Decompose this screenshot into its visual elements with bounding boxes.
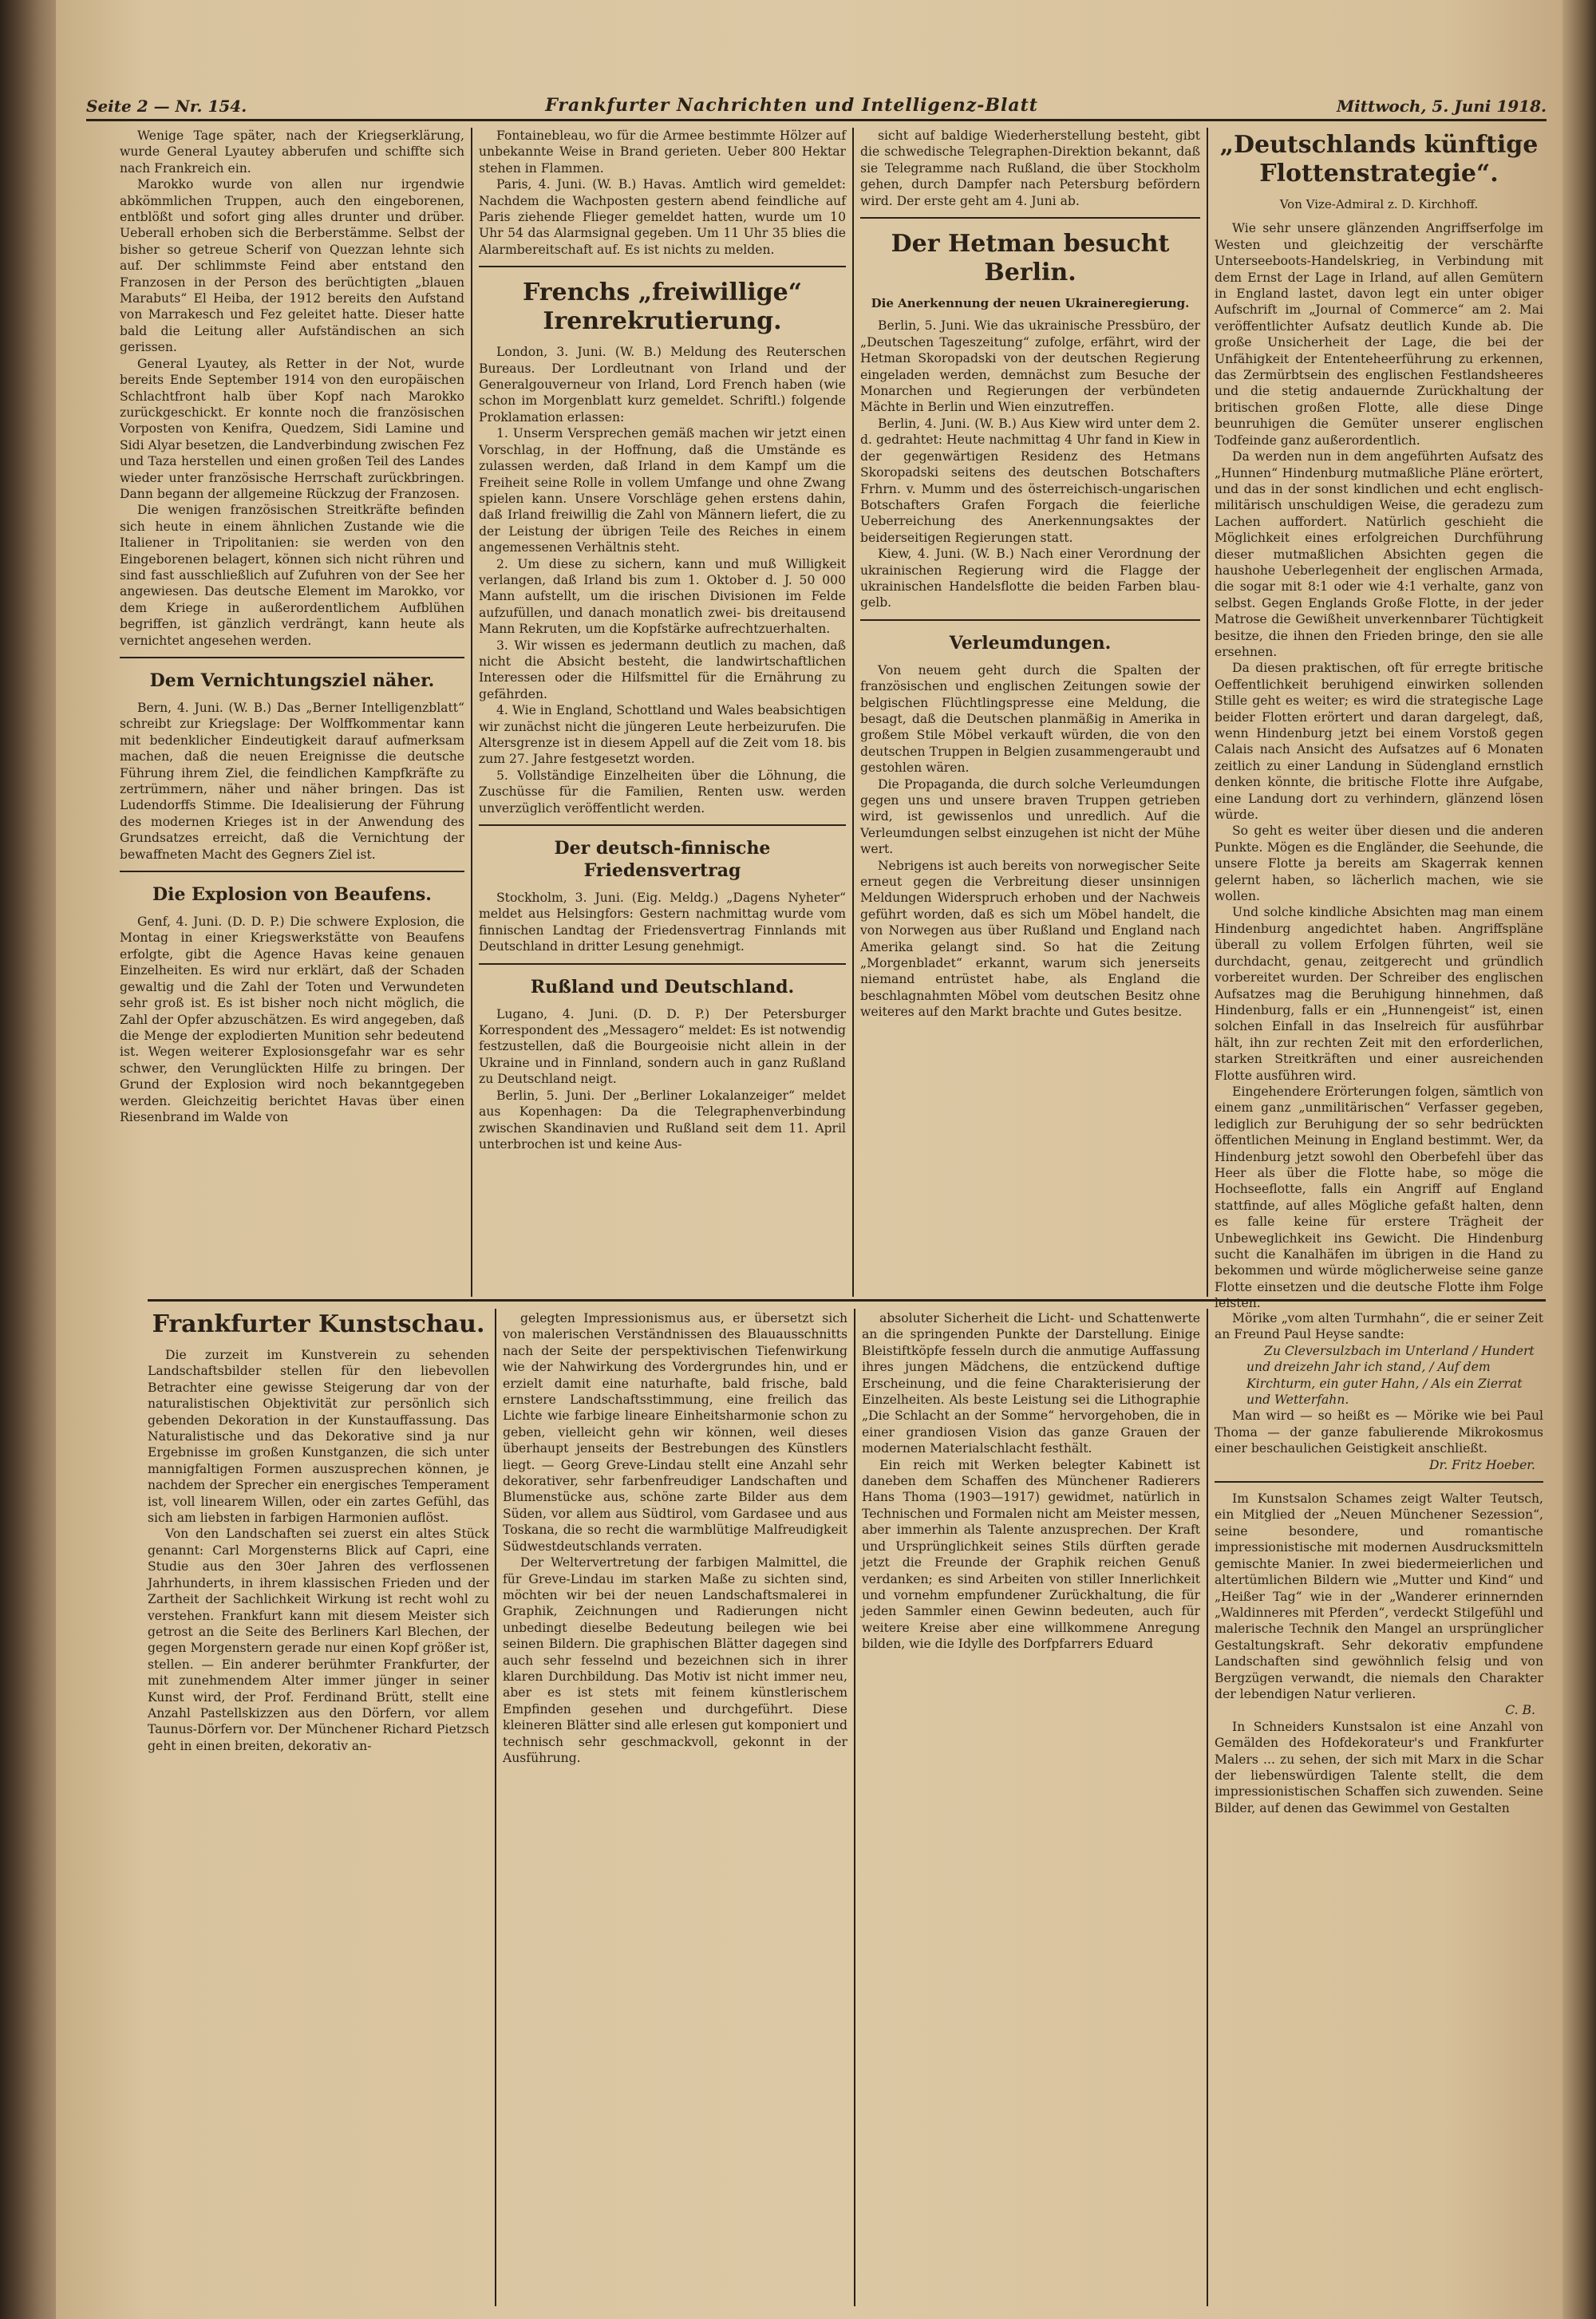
article-paragraph: gelegten Impressionismus aus, er übersetzt sich von malerischen Verständnissen des Blauausschnitts nach der Seite der perspektivischen Tiefenwirkung wie der Nahwirkung des Vordergrundes hin, und er erzielt damit eine naturhafte, bald frische, bald ernstere Landschaftsstimmung, eine freilich das Lichte wie farbige lineare Einheitsharmonie schon zu geben, vielleicht gehn wir können, weil dieses überhaupt jenseits der Bestrebungen des Künstlers liegt. — Georg Greve-Lindau stellt eine Anzahl sehr dekorativer, sehr farbenfreudiger Landschaften und Blumenstücke aus, schöne zarte Bilder aus dem Süden, vor allem aus Südtirol, vom Gardasee und aus Toskana, die so recht die warmblütige Malfreudigkeit Südwestdeutschlands verraten. [503, 1311, 847, 1554]
article-paragraph: Der Weltervertretung der farbigen Malmittel, die für Greve-Lindau im starken Maße zu sichten sind, möchten wir bei der neuen Landschaftsmalerei in Graphik, Zeichnungen und Radierungen nicht unbedingt dieselbe Bedeutung beilegen wie bei seinen Bildern. Die graphischen Blätter dagegen sind auch sehr fesselnd und bezeichnen sich in ihrer klaren Durchbildung. Das Motiv ist nicht immer neu, aber es ist stets mit feinem künstlerischem Empfinden gesehen und durchgeführt. Diese kleineren Blätter sind alle erlesen gut komponiert und technisch sehr geschmackvoll, gekonnt in der Ausführung. [503, 1555, 847, 1765]
section-rule [860, 619, 1200, 621]
column-divider [495, 1309, 496, 2306]
feuilleton-column-4 [1215, 1310, 1543, 2308]
article-paragraph: Von den Landschaften sei zuerst ein altes Stück genannt: Carl Morgensterns Blick auf Capri, eine Studie aus den 30er Jahren des verflossenen Jahrhunderts, in ihrem klassischen Frieden und der Zartheit der Sachlichkeit Wirkung ist recht wohl zu verstehen. Frankfurt kann mit diesem Meister sich getrost an die Seite des Berliners Karl Blechen, der gegen Morgenstern gerade nur einen Kopf größer ist, stellen. — Ein anderer berühmter Frankfurter, der mit zunehmendem Alter immer jünger in seiner Kunst wird, der Prof. Ferdinand Brütt, stellt eine Anzahl Pastellskizzen aus den Dörfern, vor allem Taunus-Dörfern vor. Der Münchener Richard Pietzsch geht in einen breiten, dekorativ an- [148, 1527, 489, 1753]
issue-date: Mittwoch, 5. Juni 1918. [1336, 97, 1547, 116]
column-divider [852, 128, 854, 1297]
article-paragraph: 3. Wir wissen es jedermann deutlich zu machen, daß nicht die Absicht besteht, die landwirtschaftlichen Interessen oder die Hilfsmittel für die Ernährung zu gefährden. [479, 638, 846, 701]
article-paragraph: Da werden nun in dem angeführten Aufsatz des „Hunnen“ Hindenburg mutmaßliche Pläne erörtert, und das in der sonst kindlichen und echt englisch-militärisch unschuldigen Weise, die geradezu zum Lachen auffordert. Natürlich geschieht die Möglichkeit eines erfolgreichen Durchführung dieser mutmaßlichen Absichten gegen die haushohe Ueberlegenheit der englischen Armada, die sogar mit 8:1 oder wie 4:1 verhalte, ganz von selbst. Gegen Englands Große Flotte, in der jeder Matrose die Gewißheit unverkennbarer Tüchtigkeit besitze, die ihnen den Frieden bringe, den sie alle ersehnen. [1215, 449, 1543, 659]
column-divider [471, 128, 472, 1297]
column-2 [479, 128, 846, 1293]
article-paragraph: Und solche kindliche Absichten mag man einem Hindenburg angedichtet haben. Angriffspläne überall zu vollem Erfolgen führten, weil sie durchdacht, genau, zeitgerecht und gründlich vorbereitet wurden. Der Schreiber des englischen Aufsatzes mag die Beruhigung hinnehmen, daß Hindenburg, falls er ein „Hunnengeist“ ist, einen solchen Einfall in das Inselreich für ausführbar hält, ihn zur rechten Zeit mit den erforderlichen, starken Streitkräften und einer ausreichenden Flotte ausführen wird. [1215, 905, 1543, 1083]
article-paragraph: Die Propaganda, die durch solche Verleumdungen gegen uns und unsere braven Truppen getrieben wird, ist gewissenlos und unredlich. Auf die Verleumdungen selbst einzugehen ist nicht der Mühe wert. [860, 776, 1200, 857]
feuilleton-column-3 [862, 1310, 1200, 2308]
section-rule [860, 217, 1200, 219]
headline-frenchs-irenrekrutierung: Frenchs „freiwillige“ Irenrekrutierung. [522, 279, 803, 336]
headline-vernichtungsziel: Dem Vernichtungsziel näher. [149, 670, 435, 691]
article-paragraph: Kiew, 4. Juni. (W. B.) Nach einer Verordnung der ukrainischen Regierung wird die Flagge der ukrainischen Handelsflotte die beiden Farben blau-gelb. [860, 547, 1200, 610]
feuilleton-column-2 [503, 1310, 847, 2308]
newspaper-title: Frankfurter Nachrichten und Intelligenz-Blatt [545, 95, 1038, 116]
article-paragraph: Bern, 4. Juni. (W. B.) Das „Berner Intelligenzblatt“ schreibt zur Kriegslage: Der Wolffkommentar kann mit bedenklicher Eindeutigkeit darauf aufmerksam machen, daß die neuen Ereignisse die deutsche Führung ihrem Ziel, die feindlichen Kampfkräfte zu zertrümmern, näher und näher bringen. Das ist Ludendorffs Stimme. Die Idealisierung der Führung des modernen Krieges ist in der Anwendung des Grundsatzes erreicht, daß die Vernichtung der bewaffneten Macht des Gegners Ziel ist. [120, 701, 464, 862]
article-paragraph: Stockholm, 3. Juni. (Eig. Meldg.) „Dagens Nyheter“ meldet aus Helsingfors: Gestern nachmittag wurde vom finnischen Landtag der Friedensvertrag Finnlands mit Deutschland in dritter Lesung genehmigt. [479, 891, 846, 954]
headline-verleumdungen: Verleumdungen. [949, 632, 1112, 654]
subheadline-ukraine: Die Anerkennung der neuen Ukraineregierung. [871, 296, 1190, 311]
article-paragraph: Berlin, 5. Juni. Wie das ukrainische Pressbüro, der „Deutschen Tageszeitung“ zufolge, erfährt, wird der Hetman Skoropadski von der deutschen Regierung eingeladen werden, demnächst zum Besuche der Monarchen und Regierungen der verbündeten Mächte in Berlin und Wien einzutreffen. [860, 318, 1200, 415]
article-paragraph: absoluter Sicherheit die Licht- und Schattenwerte an die springenden Punkte der Darstellung. Einige Bleistiftköpfe fesseln durch die anmutige Auffassung ihres jungen Mädchens, die entzückend duftige Erscheinung, und die feine Charakterisierung der Einzelheiten. Als beste Leistung sei die Lithographie „Die Schlacht an der Somme“ hervorgehoben, die in einer grandiosen Vision das ganze Grauen der modernen Materialschlacht festhält. [862, 1311, 1200, 1456]
column-divider [854, 1309, 855, 2306]
article-paragraph: General Lyautey, als Retter in der Not, wurde bereits Ende September 1914 von den europäischen Schlachtfront halb über Kopf nach Marokko zurückgeschickt. Er konnte noch die französischen Vorposten von Kenifra, Quedzem, Sidi Lamine und Sidi Alyar besetzen, die Landverbindung zwischen Fez und Taza herstellen und einen großen Teil des Landes wieder unter französische Herrschaft zurückbringen. Dann begann der allgemeine Rückzug der Franzosen. [120, 356, 464, 501]
article-paragraph: Wie sehr unsere glänzenden Angriffserfolge im Westen und gleichzeitig der verschärfte Unterseeboots-Handelskrieg, in Verbindung mit dem Ernst der Lage in Irland, auf allen Gemütern in England lastet, davon legt ein unter obiger Aufschrift im „Journal of Commerce“ am 2. Mai veröffentlichter Aufsatz deutlich Kunde ab. Die große Unsicherheit der Lage, die bei der Unfähigkeit der Ententeheerführung zu erkennen, das Zermürbtsein des englischen Festlandsheeres und die stetig andauernde Zurückhaltung der britischen großen Flotte, alle diese Dinge beunruhigen die Gemüter unserer englischen Todfeinde ganz außerordentlich. [1215, 221, 1543, 448]
article-paragraph: Genf, 4. Juni. (D. D. P.) Die schwere Explosion, die Montag in einer Kriegswerkstätte von Beaufens erfolgte, gibt die Agence Havas keine genauen Einzelheiten. Es wird nur erklärt, daß der Schaden gewaltig und die Zahl der Toten und Verwundeten sehr groß ist. Es ist bisher noch nicht möglich, die Zahl der Opfer abzuschätzen. Es wird angegeben, daß die Menge der explodierten Munition sehr bedeutend ist. Wegen weiterer Explosionsgefahr war es sehr schwer, den Verunglückten Hilfe zu bringen. Der Grund der Explosion wird noch bekanntgegeben werden. Gleichzeitig berichtet Havas über einen Riesenbrand im Walde von [120, 915, 464, 1124]
article-paragraph: Berlin, 4. Juni. (W. B.) Aus Kiew wird unter dem 2. d. gedrahtet: Heute nachmittag 4 Uhr fand in Kiew in der gegenwärtigen Residenz des Hetmans Skoropadski seitens des deutschen Botschafters Frhrn. v. Mumm und des österreichisch-ungarischen Botschafters Grafen Forgach die feierliche Ueberreichung des Anerkennungsaktes der beiderseitigen Regierungen statt. [860, 416, 1200, 545]
article-paragraph: Eingehendere Erörterungen folgen, sämtlich von einem ganz „unmilitärischen“ Verfasser gegeben, lediglich zur Beruhigung der so sehr bedrückten öffentlichen Meinung in England bestimmt. Wer, da Hindenburg jetzt sowohl den Oberbefehl über das Heer als über die Flotte habe, so möge die Hochseeflotte, falls ein Angriff auf England stattfinde, auf alles Mögliche gefaßt halten, denn es falle keine für erstere Trägheit der Unbeweglichkeit ins Gewicht. Die Hindenburg sucht die Kanalhäfen im übrigen in die Hand zu bekommen und würde möglicherweise seine ganze Flotte einsetzen und die deutsche Flotte ihm Folge leisten. [1215, 1084, 1543, 1311]
section-rule [120, 871, 464, 872]
column-4 [1215, 128, 1543, 1311]
column-1 [120, 128, 464, 1293]
poem-verse: Zu Cleversulzbach im Unterland / Hundert und dreizehn Jahr ich stand, / Auf dem Kirchturm, ein guter Hahn, / Als ein Zierrat und Wetterfahn. [1246, 1343, 1535, 1408]
column-divider [1207, 128, 1208, 1297]
article-paragraph: So geht es weiter über diesen und die anderen Punkte. Mögen es die Engländer, die Seehunde, die unsere Flotte ja bereits am Skagerrak kennen gelernt haben, so lächerlich machen, wie sie wollen. [1215, 824, 1543, 904]
article-paragraph: In Schneiders Kunstsalon ist eine Anzahl von Gemälden des Hofdekorateur's und Frankfurter Malers ... zu sehen, der sich mit Marx in die Schar der liebenswürdigen Talente stellt, die dem impressionistischen Schaffen sich zuwenden. Seine Bilder, auf denen das Gewimmel von Gestalten [1215, 1719, 1543, 1815]
article-paragraph: 1. Unserm Versprechen gemäß machen wir jetzt einen Vorschlag, in der Hoffnung, daß die Umstände es zulassen werden, daß Irland in dem Kampf um die Freiheit seine Rolle in vollem Umfange und ohne Zwang spielen kann. Unsere Vorschläge gehen erstens dahin, daß Irland freiwillig die Zahl von Männern liefert, die zu der Leistung der übrigen Teile des Reiches in einem angemessenen Verhältnis steht. [479, 426, 846, 555]
headline-friedensvertrag: Der deutsch-finnische Friedensvertrag [554, 838, 771, 882]
section-rule [1215, 1481, 1543, 1483]
section-rule [120, 657, 464, 658]
section-rule [479, 266, 846, 267]
feuilleton-column-1 [148, 1310, 489, 2308]
column-divider [1207, 1309, 1208, 2306]
page-number: Seite 2 — Nr. 154. [86, 97, 247, 116]
article-paragraph: Von neuem geht durch die Spalten der französischen und englischen Zeitungen sowie der belgischen Flüchtlingspresse eine Meldung, die besagt, daß die Deutschen planmäßig in Amerika in großem Stile Möbel verkauft würden, die von den deutschen Truppen in Belgien zusammengeraubt und gestohlen wären. [860, 662, 1200, 776]
article-paragraph: Fontainebleau, wo für die Armee bestimmte Hölzer auf unbekannte Weise in Brand gerieten. Ueber 800 Hektar stehen in Flammen. [479, 128, 846, 176]
article-paragraph: Berlin, 5. Juni. Der „Berliner Lokalanzeiger“ meldet aus Kopenhagen: Da die Telegraphenverbindung zwischen Skandinavien und Rußland seit dem 11. April unterbrochen ist und keine Aus- [479, 1088, 846, 1152]
column-3 [860, 128, 1200, 1293]
article-paragraph: 2. Um diese zu sichern, kann und muß Willigkeit verlangen, daß Irland bis zum 1. Oktober d. J. 50 000 Mann aufstellt, um die irischen Divisionen im Felde aufzufüllen, und danach monatlich zwei- bis dreitausend Mann Rekruten, um die Kopfstärke aufrechtzuerhalten. [479, 556, 846, 637]
article-paragraph: Paris, 4. Juni. (W. B.) Havas. Amtlich wird gemeldet: Nachdem die Wachposten gestern abend feindliche auf Paris ziehende Flieger gemeldet hatten, wurde um 10 Uhr 54 das Alarmsignal gegeben. Um 11 Uhr 35 blies die Alarmbereitschaft auf. Es ist nichts zu melden. [479, 177, 846, 257]
masthead [86, 85, 1547, 121]
headline-explosion: Die Explosion von Beaufens. [152, 884, 432, 906]
article-paragraph: Ein reich mit Werken belegter Kabinett ist daneben dem Schaffen des Münchener Radierers Hans Thoma (1903—1917) gewidmet, natürlich in Technischen und Formalen nicht am Meister messen, aber immerhin als Talente anzusprechen. Der Kraft und Ursprünglichkeit seines Stils dürften gerade jetzt die Freunde der Graphik reichen Genuß verdanken; es sind Arbeiten von stiller Innerlichkeit und vornehm empfundener Zurückhaltung, die für jeden Sammler einen Gewinn bedeuten, auch für weitere Kreise aber eine willkommene Anregung bilden, wie die Idylle des Dorfpfarrers Eduard [862, 1457, 1200, 1652]
article-paragraph: Wenige Tage später, nach der Kriegserklärung, wurde General Lyautey abberufen und schiffte sich nach Frankreich ein. [120, 128, 464, 176]
article-paragraph: 5. Vollständige Einzelheiten über die Löhnung, die Zuschüsse für die Familien, Renten usw. werden unverzüglich veröffentlicht werden. [479, 768, 846, 816]
article-paragraph: sicht auf baldige Wiederherstellung besteht, gibt die schwedische Telegraphen-Direktion bekannt, daß sie Telegramme nach Rußland, die über Stockholm gehen, durch Dampfer nach Petersburg befördern wird. Der erste geht am 4. Juni ab. [860, 128, 1200, 208]
article-paragraph: Im Kunstsalon Schames zeigt Walter Teutsch, ein Mitglied der „Neuen Münchener Sezession“, seine besondere, und romantische impressionistische mit modernen Ausdrucksmitteln gemischte Manier. In zwei biedermeierlichen und altertümlichen Bildern wie „Mutter und Kind“ und „Heißer Tag“ wie in der „Wanderer erinnernden „Waldinneres mit Pferden“, verdeckt Stilgefühl und malerische Technik den Mangel an ursprünglicher Gestaltungskraft. Sehr dekorativ empfundene Landschaften sind gewöhnlich felsig und von Bergzügen verwandt, die niemals den Charakter der lebendigen Natur verlieren. [1215, 1491, 1543, 1701]
article-paragraph: Lugano, 4. Juni. (D. D. P.) Der Petersburger Korrespondent des „Messagero“ meldet: Es ist notwendig festzustellen, daß die Bourgeoisie nicht allein in der Ukraine und in Finnland, sondern auch in ganz Rußland zu Deutschland neigt. [479, 1006, 846, 1087]
author-signature: Dr. Fritz Hoeber. [1429, 1457, 1535, 1472]
headline-kunstschau: Frankfurter Kunstschau. [152, 1310, 485, 1338]
article-paragraph: Mörike „vom alten Turmhahn“, die er seiner Zeit an Freund Paul Heyse sandte: [1215, 1311, 1543, 1342]
headline-russland-deutschland: Rußland und Deutschland. [530, 976, 795, 998]
section-rule [479, 824, 846, 826]
author-initials: C. B. [1505, 1703, 1535, 1718]
headline-hetman-berlin: Der Hetman besucht Berlin. [891, 230, 1170, 287]
section-rule [479, 963, 846, 965]
article-paragraph: Nebrigens ist auch bereits von norwegischer Seite erneut gegen die Verbreitung dieser unsinnigen Meldungen Widerspruch erhoben und der Nachweis geführt worden, daß es sich um Möbel handelt, die von Norwegen aus über Rußland und England nach Amerika gelangt sind. So hat die Zeitung „Morgenbladet“ erkannt, warum sich jenerseits niemand entrüstet habe, als England die beschlagnahmten Möbel vom deutschen Besitz ohne weiteres auf den Markt brachte und Gutes besitze. [860, 858, 1200, 1020]
article-paragraph: Die zurzeit im Kunstverein zu sehenden Landschaftsbilder stellen für den liebevollen Betrachter eine gewisse Steigerung dar von der naturalistischen Objektivität zur persönlich sich gebenden Dekoration in der Kunstauffassung. Das Naturalistische und das Dekorative sind ja nur Ergebnisse im großen Kunstganzen, die sich unter mannigfaltigen Formen auszusprechen können, je nachdem der Sprecher ein energisches Temperament ist, voll linearem Willen, oder ein zartes Gefühl, das sich am liebsten in farbigen Harmonien auflöst. [148, 1348, 489, 1526]
article-paragraph: Die wenigen französischen Streitkräfte befinden sich heute in einem ähnlichen Zustande wie die Italiener in Tripolitanien: sie werden von den Eingeborenen belagert, können sich nicht rühren und sind fast ausschließlich auf Zufuhren von der See her angewiesen. Das deutsche Element im Marokko, vor dem Kriege in außerordentlichem Aufblühen begriffen, ist gänzlich verdrängt, kann heute als vernichtet angesehen werden. [120, 503, 464, 648]
book-spine-edge [0, 0, 56, 2319]
book-right-edge [1562, 0, 1596, 2319]
byline-kirchhoff: Von Vize-Admiral z. D. Kirchhoff. [1279, 197, 1479, 211]
article-paragraph: Da diesen praktischen, oft für erregte britische Oeffentlichkeit beruhigend einwirken sollenden Stille geht es weiter; es wird die strategische Lage beider Flotten erörtert und daran dargelegt, daß, wenn Hindenburg jetzt bei einem Vorstoß gegen Calais nach Ansicht des Aufsatzes auf 6 Monaten zeitlich zu einer Landung in Südengland ernstlich denken könnte, die britische Flotte ihre Aufgabe, eine Landung dort zu verhindern, glänzend lösen würde. [1215, 661, 1543, 823]
article-paragraph: Man wird — so heißt es — Mörike wie bei Paul Thoma — der ganze fabulierende Mikrokosmus einer beschaulichen Geistigkeit anschließt. [1215, 1408, 1543, 1456]
article-paragraph: 4. Wie in England, Schottland und Wales beabsichtigen wir zunächst nicht die jüngeren Leute herbeizurufen. Die Altersgrenze ist in diesem Appell auf die Zeit vom 18. bis zum 27. Jahre festgesetzt worden. [479, 703, 846, 767]
headline-flottenstrategie: „Deutschlands künftige Flottenstrategie“. [1219, 131, 1539, 188]
article-paragraph: Marokko wurde von allen nur irgendwie abkömmlichen Truppen, auch den eingeborenen, entblößt und sofort ging alles drunter und drüber. Ueberall erhoben sich die Berberstämme. Selbst der bisher so getreue Scherif von Quezzan lehnte sich auf. Der schlimmste Feind aber entstand den Franzosen in der Person des berüchtigten „blauen Marabuts“ El Heiba, der 1912 bereits den Aufstand von Marrakesch und Fez geleitet hatte. Dieser hatte bald die Leitung aller Aufständischen an sich gerissen. [120, 177, 464, 355]
article-paragraph: London, 3. Juni. (W. B.) Meldung des Reuterschen Bureaus. Der Lordleutnant von Irland und der Generalgouverneur von Irland, Lord French haben (wie schon im Morgenblatt kurz gemeldet. Schriftl.) folgende Proklamation erlassen: [479, 345, 846, 425]
